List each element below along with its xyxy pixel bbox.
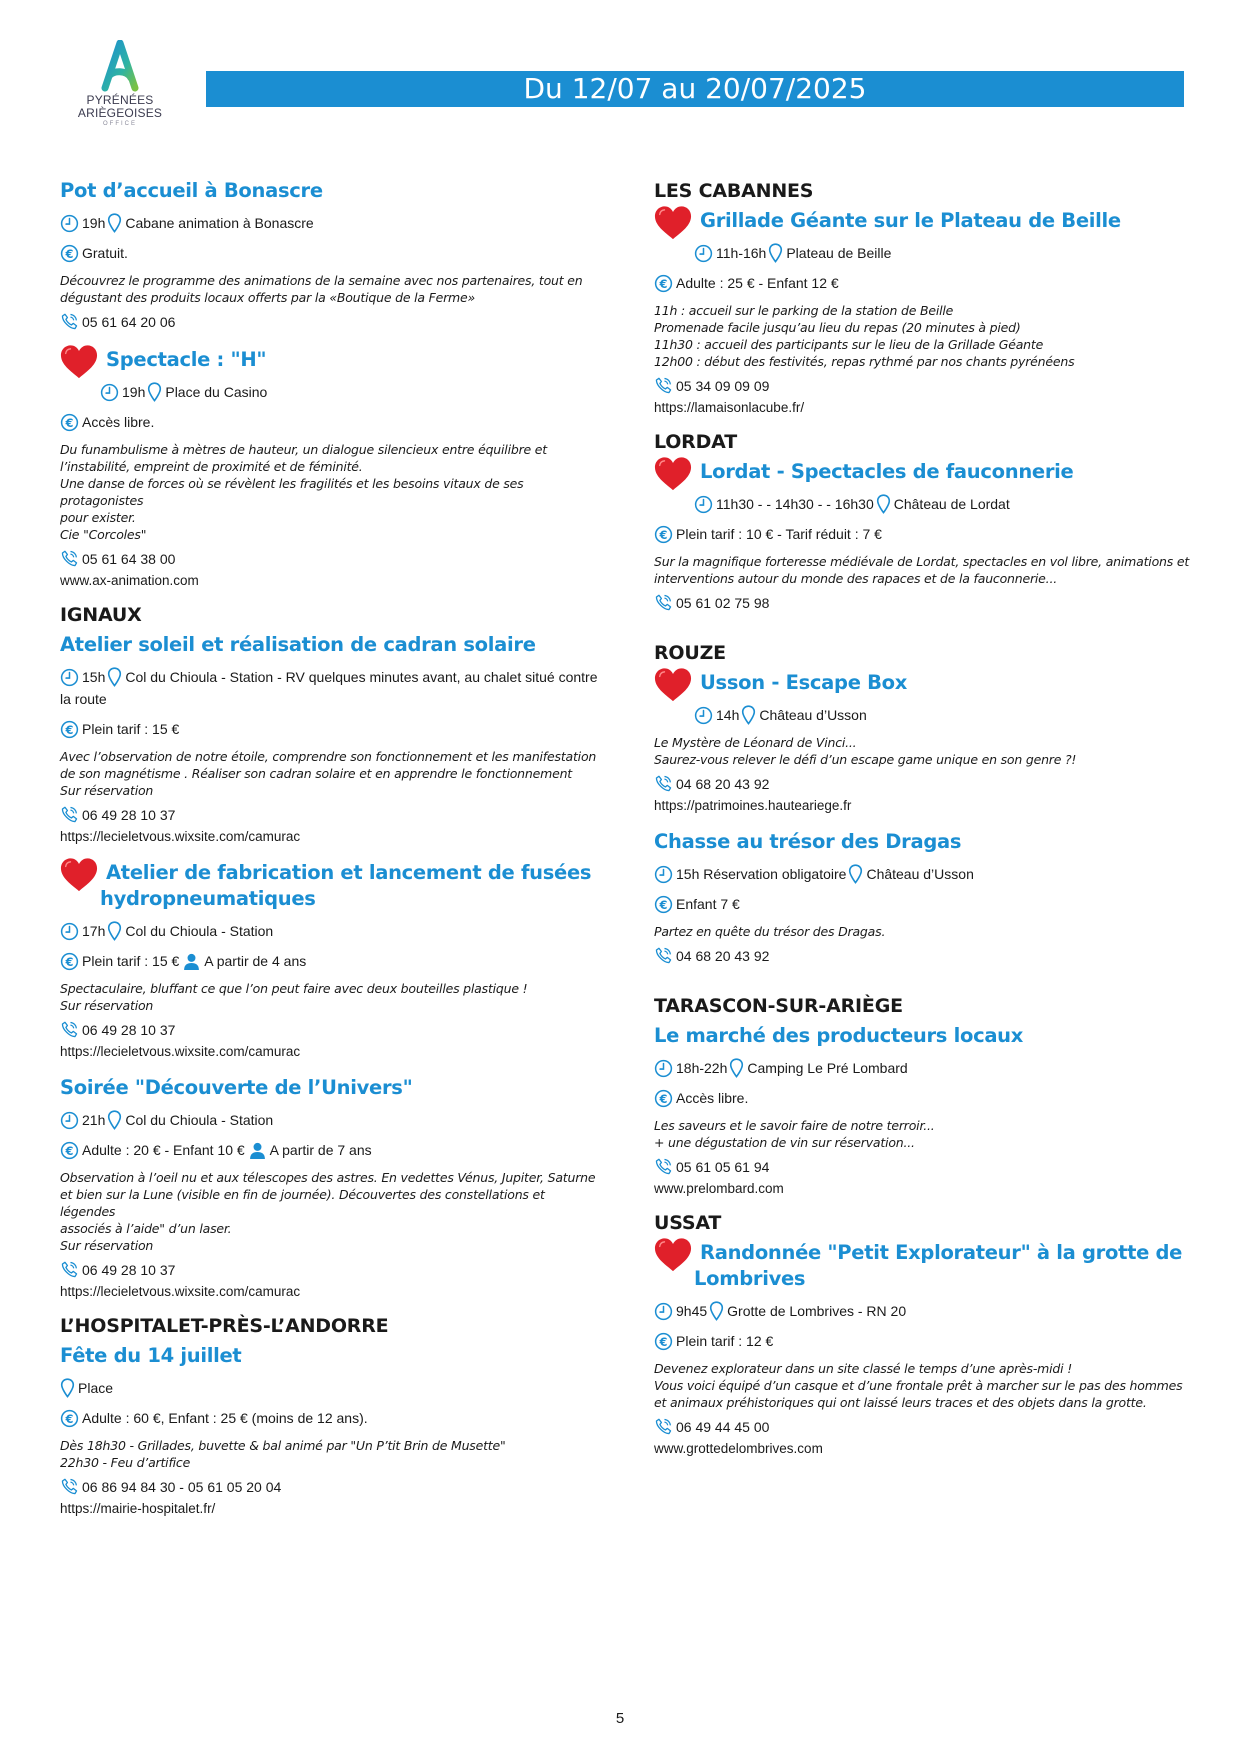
event-time: 15h [82,669,106,685]
event-title: Randonnée "Petit Explorateur" à la grotte de [700,1241,1183,1264]
event-title-row [60,860,600,886]
event-phone: 05 34 09 09 09 [676,377,770,394]
event-time-place [60,920,600,942]
euro-icon [60,1409,79,1428]
map-pin-icon [107,213,122,233]
map-pin-icon [107,921,122,941]
town-heading: ROUZE [654,642,726,664]
event-website-link[interactable]: https://lecieletvous.wixsite.com/camurac [60,1044,301,1059]
event-price-line [60,950,600,972]
person-icon [182,952,201,971]
euro-icon [60,413,79,432]
event-time: 11h30 - - 14h30 - - 16h30 [716,496,874,512]
event-time-place [60,381,600,403]
event-phone: 06 86 94 84 30 - 05 61 05 20 04 [82,1478,282,1495]
event-price: Plein tarif : 15 € [82,953,180,969]
map-pin-icon [876,494,891,514]
date-banner: Du 12/07 au 20/07/2025 [206,71,1184,107]
event-website-link[interactable]: www.prelombard.com [654,1181,784,1196]
event-price-line [654,1330,1194,1352]
event-price-line [654,272,1194,294]
event-price: Plein tarif : 15 € [82,721,180,737]
event-title-continued: hydropneumatiques [100,887,316,910]
event-phone: 06 49 28 10 37 [82,806,176,823]
event-place: Place [78,1380,114,1396]
event-usson-escape [654,670,1194,813]
event-atelier-soleil [60,632,600,844]
event-website-link[interactable]: https://mairie-hospitalet.fr/ [60,1501,216,1516]
event-phone: 06 49 28 10 37 [82,1261,176,1278]
event-description: 11h : accueil sur le parking de la station de Beille Promenade facile jusqu’au lieu du repas (20 minutes à pied) 11h30 : accueil des participants sur le lieu de la Grillade Géante 12h00 : début des festivités, repas rythmé par nos chants pyrénéens [654,303,1075,369]
phone-icon [60,549,79,568]
event-title: Fête du 14 juillet [60,1344,242,1367]
euro-icon [654,525,673,544]
event-price-line [60,1139,600,1161]
event-price: Adulte : 60 €, Enfant : 25 € (moins de 12 ans). [82,1410,368,1426]
logo-line-1: PYRÉNÉES [86,93,154,107]
map-pin-icon [768,243,783,263]
phone-icon [654,946,673,965]
event-atelier-fusees [60,860,600,1059]
event-time: 11h-16h [716,245,767,261]
event-title-continued: Lombrives [694,1267,806,1290]
event-time-place [654,704,1194,726]
event-description: Spectaculaire, bluffant ce que l’on peut faire avec deux bouteilles plastique ! Sur réservation [60,981,528,1013]
event-place: Château de Lordat [893,496,1010,512]
event-phone-line [654,1417,1194,1436]
heart-icon [58,856,100,894]
euro-icon [654,1089,673,1108]
event-description: Découvrez le programme des animations de la semaine avec nos partenaires, tout en dégustant des produits locaux offerts par la «Boutique de la Ferme» [60,273,583,305]
event-place: Col du Chioula - Station - RV quelques minutes avant, au chalet situé contre [125,669,598,685]
event-place: Plateau de Beille [786,245,892,261]
event-time: 18h-22h [676,1060,728,1076]
event-fauconnerie [654,459,1194,612]
town-heading: USSAT [654,1212,722,1234]
page-number: 5 [615,1710,625,1727]
event-title: Soirée "Découverte de l’Univers" [60,1076,413,1099]
event-time: 9h45 [676,1303,708,1319]
event-description: Sur la magnifique forteresse médiévale de Lordat, spectacles en vol libre, animations et interventions autour du monde des rapaces et de la fauconnerie... [654,554,1190,586]
event-phone-line [60,312,600,331]
euro-icon [60,720,79,739]
event-grillade-geante [654,208,1194,415]
phone-icon [654,1157,673,1176]
event-price-line [654,893,1194,915]
event-price: Enfant 7 € [676,896,740,912]
event-time-place [654,863,1194,885]
event-phone: 06 49 44 45 00 [676,1418,770,1435]
clock-icon [694,495,713,514]
event-description: Du funambulisme à mètres de hauteur, un dialogue silencieux entre équilibre et l’instabilité, empreint de proximité et de féminité. Une danse de forces où se révèlent les fragilités et les besoins vitaux de ses protagonistes pour exister. Cie "Corcoles" [60,442,547,542]
event-time: 17h [82,923,106,939]
event-place: Château d’Usson [759,707,867,723]
event-title: Atelier soleil et réalisation de cadran solaire [60,633,536,656]
event-title: Pot d’accueil à Bonascre [60,179,323,202]
event-phone: 05 61 64 20 06 [82,313,176,330]
event-price: Adulte : 25 € - Enfant 12 € [676,275,839,291]
event-place: Camping Le Pré Lombard [747,1060,908,1076]
event-phone-line [60,1477,600,1496]
town-heading: LORDAT [654,431,737,453]
event-time: 21h [82,1112,106,1128]
event-phone-line [654,946,1194,965]
event-title: Le marché des producteurs locaux [654,1024,1024,1047]
event-time: 15h Réservation obligatoire [676,866,847,882]
event-description: Avec l’observation de notre étoile, comprendre son fonctionnement et les manifestation de son magnétisme . Réaliser son cadran solaire et en apprendre le fonctionnement Sur réservation [60,749,597,798]
event-price: Gratuit. [82,245,128,261]
clock-icon [60,668,79,687]
clock-icon [60,1111,79,1130]
town-heading: LES CABANNES [654,180,814,202]
map-pin-icon [848,864,863,884]
event-website-link[interactable]: https://lecieletvous.wixsite.com/camurac [60,829,301,844]
event-phone-line [60,1020,600,1039]
event-phone-line [654,593,1194,612]
logo-line-2: ARIÈGEOISES [77,106,163,120]
clock-icon [654,865,673,884]
phone-icon [60,1260,79,1279]
event-phone-line [654,1157,1194,1176]
event-phone: 05 61 05 61 94 [676,1158,770,1175]
map-pin-icon [60,1378,75,1398]
phone-icon [654,376,673,395]
event-place-continued: la route [60,691,107,707]
event-time-place [654,1057,1194,1079]
euro-icon [60,952,79,971]
event-spectacle-h [60,347,600,588]
left-column [60,178,600,1532]
event-title: Atelier de fabrication et lancement de fusées [106,861,592,884]
logo-mark-icon [97,40,143,94]
event-time: 19h [122,384,146,400]
phone-icon [60,1477,79,1496]
event-phone-line [60,549,600,568]
event-place: Col du Chioula - Station [125,1112,274,1128]
event-chasse-tresor [654,829,1194,965]
event-time-place [60,1109,600,1131]
event-website-link[interactable]: https://lamaisonlacube.fr/ [654,400,805,415]
clock-icon [694,244,713,263]
clock-icon [654,1302,673,1321]
event-title-row [654,670,1194,696]
event-description: Les saveurs et le savoir faire de notre terroir... + une dégustation de vin sur réservation... [654,1118,935,1150]
person-icon [248,1141,267,1160]
map-pin-icon [107,1110,122,1130]
event-price-line [60,718,600,740]
map-pin-icon [709,1301,724,1321]
event-randonnee-explorateur [654,1240,1194,1456]
event-title: Grillade Géante sur le Plateau de Beille [700,209,1121,232]
event-place: Col du Chioula - Station [125,923,274,939]
event-phone-line [60,1260,600,1279]
event-phone-line [654,376,1194,395]
logo [72,40,168,127]
event-soiree-univers [60,1075,600,1299]
event-price-line [60,1407,600,1429]
event-title-row [654,459,1194,485]
heart-icon [58,343,100,381]
event-time-place [60,212,600,234]
map-pin-icon [107,667,122,687]
event-phone-line [654,774,1194,793]
event-price-line [60,411,600,433]
event-place: Château d’Usson [866,866,974,882]
right-column [654,180,1194,1472]
event-place: Place du Casino [165,384,268,400]
logo-line-3: OFFICE [103,121,137,127]
event-title: Lordat - Spectacles de fauconnerie [700,460,1074,483]
phone-icon [60,805,79,824]
map-pin-icon [729,1058,744,1078]
clock-icon [100,383,119,402]
event-phone: 05 61 64 38 00 [82,550,176,567]
event-age: A partir de 4 ans [204,953,307,969]
euro-icon [654,274,673,293]
event-time-place [654,242,1194,264]
event-price-line [654,523,1194,545]
event-description: Le Mystère de Léonard de Vinci... Saurez-vous relever le défi d’un escape game unique en son genre ?! [654,735,1077,767]
clock-icon [694,706,713,725]
event-title: Usson - Escape Box [700,671,908,694]
heart-icon [652,666,694,704]
phone-icon [654,593,673,612]
event-price: Accès libre. [676,1090,749,1106]
event-age: A partir de 7 ans [269,1142,372,1158]
event-title: Spectacle : "H" [106,348,267,371]
clock-icon [654,1059,673,1078]
phone-icon [60,312,79,331]
euro-icon [60,244,79,263]
event-time-place [654,1300,1194,1322]
event-price: Adulte : 20 € - Enfant 10 € [82,1142,245,1158]
event-fete-14-juillet [60,1343,600,1516]
event-time: 14h [716,707,740,723]
event-website-link[interactable]: www.ax-animation.com [60,573,199,588]
phone-icon [654,774,673,793]
event-time: 19h [82,215,106,231]
heart-icon [652,1236,694,1274]
heart-icon [652,204,694,242]
event-title: Chasse au trésor des Dragas [654,830,962,853]
event-price: Accès libre. [82,414,155,430]
event-price: Plein tarif : 10 € - Tarif réduit : 7 € [676,526,882,542]
euro-icon [60,1141,79,1160]
event-website-link[interactable]: www.grottedelombrives.com [654,1441,823,1456]
event-phone: 04 68 20 43 92 [676,947,770,964]
event-place-line [60,1377,600,1399]
phone-icon [654,1417,673,1436]
event-price-line [654,1087,1194,1109]
event-time-place [654,493,1194,515]
event-marche-producteurs [654,1023,1194,1196]
clock-icon [60,922,79,941]
map-pin-icon [741,705,756,725]
clock-icon [60,214,79,233]
phone-icon [60,1020,79,1039]
euro-icon [654,895,673,914]
town-heading: L’HOSPITALET-PRÈS-L’ANDORRE [60,1315,389,1337]
event-time-place [60,666,600,710]
event-price-line [60,242,600,264]
event-phone: 05 61 02 75 98 [676,594,770,611]
event-phone-line [60,805,600,824]
event-place: Grotte de Lombrives - RN 20 [727,1303,907,1319]
event-price: Plein tarif : 12 € [676,1333,774,1349]
event-description: Dès 18h30 - Grillades, buvette & bal animé par "Un P’tit Brin de Musette" 22h30 - Feu d’artifice [60,1438,506,1470]
town-heading: TARASCON-SUR-ARIÈGE [654,995,903,1017]
event-title-row [60,347,600,373]
event-website-link[interactable]: https://patrimoines.hauteariege.fr [654,798,852,813]
event-description: Devenez explorateur dans un site classé le temps d’une après-midi ! Vous voici équipé d’un casque et d’une frontale prêt à marcher sur le pas des hommes et animaux préhistoriques qui ont laissé leurs traces et des objets dans la grotte. [654,1361,1183,1410]
event-website-link[interactable]: https://lecieletvous.wixsite.com/camurac [60,1284,301,1299]
event-description: Observation à l’oeil nu et aux télescopes des astres. En vedettes Vénus, Jupiter, Saturne et bien sur la Lune (visible en fin de journée). Découvertes des constellations et légendes associés à l’aide" d’un laser. Sur réservation [60,1170,596,1253]
event-title-row [654,208,1194,234]
euro-icon [654,1332,673,1351]
town-heading: IGNAUX [60,604,142,626]
event-phone: 04 68 20 43 92 [676,775,770,792]
event-description: Partez en quête du trésor des Dragas. [654,924,886,939]
event-place: Cabane animation à Bonascre [125,215,314,231]
event-title-row [654,1240,1194,1266]
heart-icon [652,455,694,493]
event-phone: 06 49 28 10 37 [82,1021,176,1038]
map-pin-icon [147,382,162,402]
event-pot-accueil [60,178,600,331]
